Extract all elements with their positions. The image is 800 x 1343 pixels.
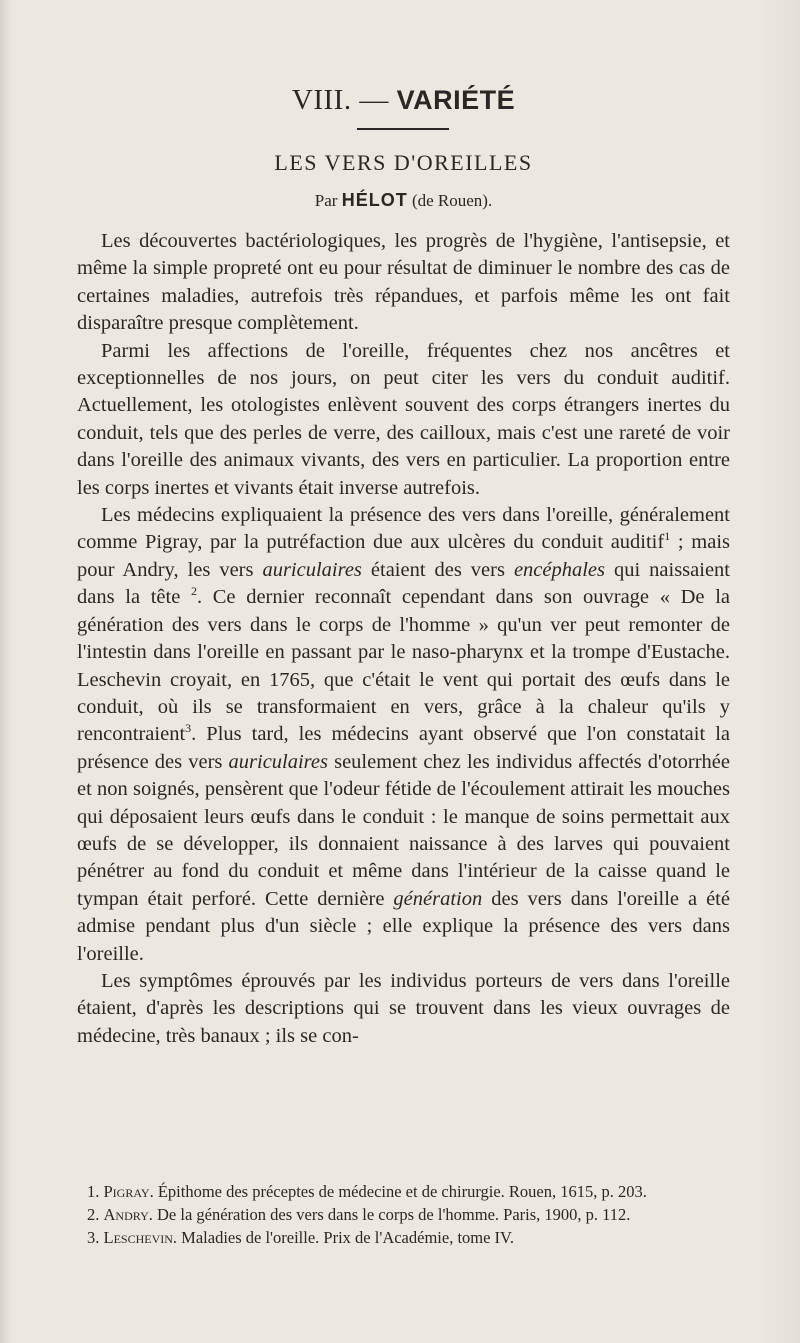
paragraph-text: seulement chez les individus affectés d'otorrhée et non soignés, pensèrent que l'odeur fétide de l'écoulement attirait les mouches qui déposaient leurs œufs dans le conduit : le manque de soins permettait aux œufs de se développer, ils donnaient naissance à des larves qui pouvaient pénétrer au fond du conduit et même dans l'intérieur de la caisse quand le tympan était perforé. Cette dernière — [77, 750, 730, 910]
byline — [77, 190, 730, 211]
paragraph-text: Parmi les affections de l'oreille, fréquentes chez nos ancêtres et exceptionnelles de nos jours, on peut citer les vers du conduit auditif. Actuellement, les otologistes enlèvent souvent des corps étrangers inertes du conduit, tels que des perles de verre, des cailloux, mais c'est une rareté de voir dans l'oreille des animaux vivants, des vers en particulier. La proportion entre les corps inertes et vivants était inverse autrefois. — [77, 339, 730, 499]
footnote-author: Pigray. — [103, 1182, 154, 1201]
paragraph-2 — [77, 338, 730, 502]
footnote-3 — [77, 1226, 730, 1249]
footnote-author: Leschevin. — [103, 1228, 178, 1247]
paragraph-4 — [77, 968, 730, 1050]
paragraph-text: Les découvertes bactériologiques, les progrès de l'hygiène, l'antisepsie, et même la simple propreté ont eu pour résultat de diminuer le nombre des cas de certaines maladies, autrefois très répandues, et parfois même les ont fait disparaître presque complètement. — [77, 230, 730, 335]
footnote-number: 3. — [87, 1228, 100, 1247]
heading-rule — [357, 128, 449, 130]
footnote-text: Maladies de l'oreille. Prix de l'Académie, tome IV. — [177, 1228, 514, 1247]
italic-term: auriculaires — [228, 750, 328, 773]
footnote-author: Andry. — [103, 1205, 153, 1224]
paragraph-text: . Ce dernier reconnaît cependant dans son ouvrage « De la génération des vers dans le corps de l'homme » qu'un ver peut remonter de l'intestin dans l'oreille en passant par le naso-pharynx et la trompe d'Eustache. Leschevin croyait, en 1765, que c'était le vent qui portait des œufs dans le conduit, où ils se transformaient en vers, grâce à la chaleur qu'ils y rencontraient — [77, 586, 730, 746]
article-body — [77, 228, 730, 1050]
footnotes — [77, 1180, 730, 1249]
paragraph-text: . Plus tard, les médecins ayant observé que l'on constatait la présence des vers — [77, 723, 730, 773]
footnote-ref-3: 3 — [185, 721, 192, 736]
paragraph-text: ; mais pour Andry, les vers — [77, 531, 730, 581]
paragraph-1 — [77, 228, 730, 338]
italic-term: génération — [393, 887, 483, 910]
footnote-ref-2: 2 — [190, 584, 197, 599]
byline-prefix: Par — [314, 191, 338, 210]
paragraph-text: étaient des vers — [361, 558, 514, 581]
paragraph-text: des vers dans l'oreille a été admise pendant plus d'un siècle ; elle explique la présence des vers dans l'oreille. — [77, 887, 730, 965]
byline-suffix: (de Rouen). — [411, 191, 493, 210]
paragraph-text: qui naissaient dans la tête — [77, 558, 730, 609]
section-number: VIII. — — [291, 84, 389, 116]
footnote-1 — [77, 1180, 730, 1203]
italic-term: auriculaires — [262, 558, 362, 581]
paragraph-3 — [77, 502, 730, 968]
footnote-ref-1: 1 — [664, 529, 671, 544]
byline-author: HÉLOT — [341, 190, 408, 210]
section-word: VARIÉTÉ — [396, 85, 516, 115]
footnote-2 — [77, 1203, 730, 1226]
section-heading — [77, 84, 730, 117]
italic-term: encéphales — [513, 558, 606, 581]
footnote-text: De la génération des vers dans le corps de l'homme. Paris, 1900, p. 112. — [152, 1205, 631, 1224]
footnote-number: 1. — [87, 1182, 100, 1201]
footnote-number: 2. — [87, 1205, 100, 1224]
footnote-text: Épithome des préceptes de médecine et de chirurgie. Rouen, 1615, p. 203. — [153, 1182, 647, 1201]
paragraph-text: Les médecins expliquaient la présence des vers dans l'oreille, généralement comme Pigray, par la putréfaction due aux ulcères du conduit auditif — [77, 504, 730, 554]
paragraph-text: Les symptômes éprouvés par les individus porteurs de vers dans l'oreille étaient, d'après les descriptions qui se trouvent dans les vieux ouvrages de médecine, très banaux ; ils se con- — [77, 969, 730, 1047]
article-title: LES VERS D'OREILLES — [274, 150, 533, 175]
